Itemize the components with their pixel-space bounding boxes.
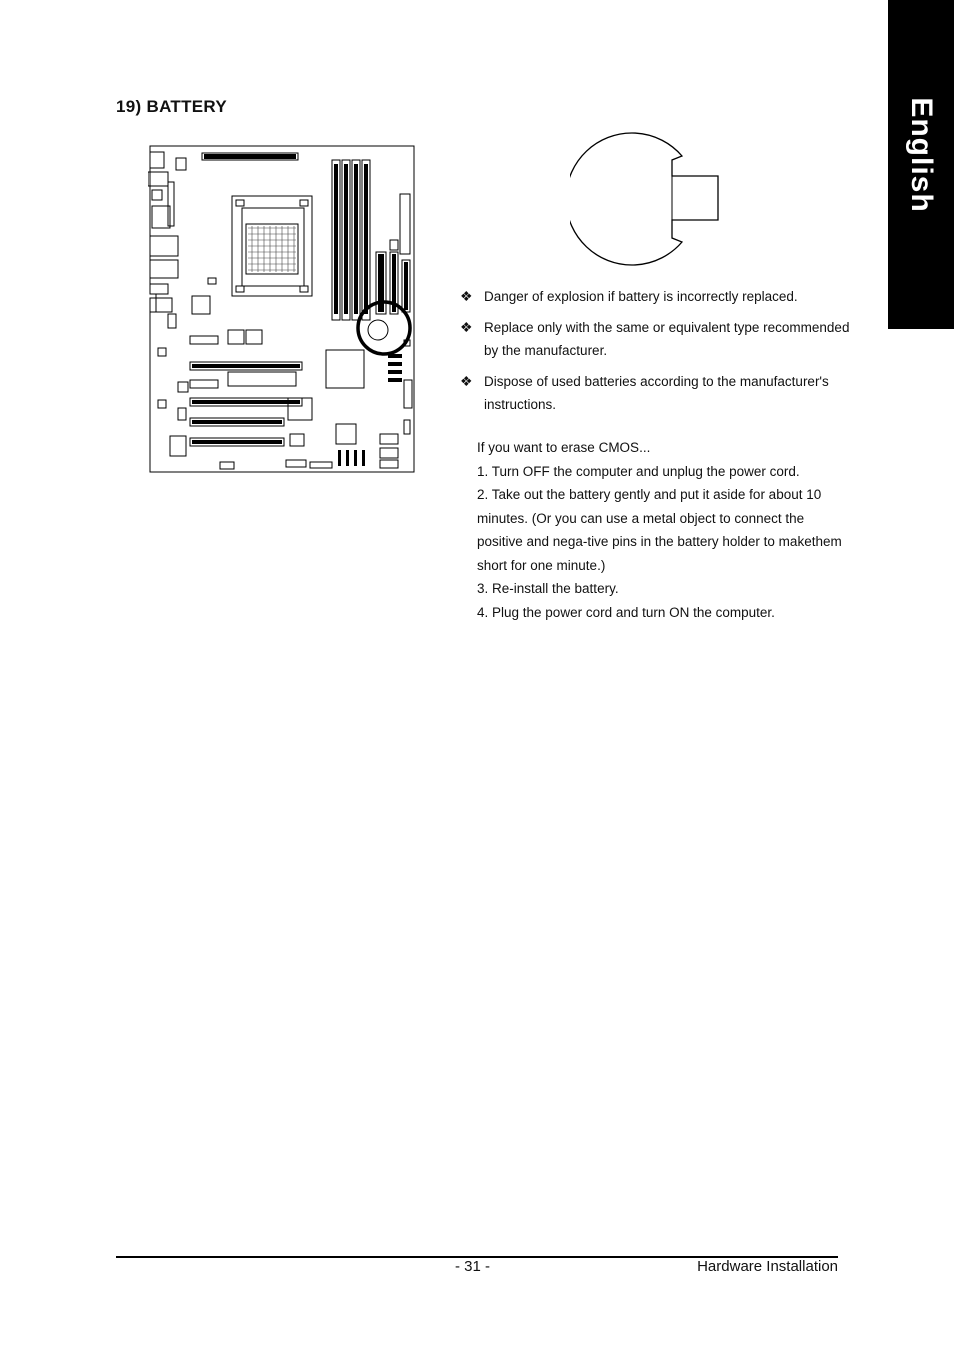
warning-item — [460, 370, 850, 416]
battery-illustration — [570, 130, 722, 270]
cmos-intro: If you want to erase CMOS... — [477, 440, 651, 455]
motherboard-diagram — [148, 144, 418, 476]
four-diamond-bullet-icon: ❖ — [460, 373, 473, 389]
warning-list — [460, 285, 850, 424]
warning-text: Dispose of used batteries according to the manufacturer's instructions. — [484, 374, 829, 412]
warning-text: Replace only with the same or equivalent type recommended by the manufacturer. — [484, 320, 850, 358]
warning-item — [460, 285, 850, 308]
warning-item — [460, 316, 850, 362]
four-diamond-bullet-icon: ❖ — [460, 288, 473, 304]
cmos-step: 4. Plug the power cord and turn ON the computer. — [477, 604, 775, 620]
language-tab — [888, 0, 954, 329]
cmos-step: 2. Take out the battery gently and put it aside for about 10 minutes. (Or you can use a metal object to connect the positive and nega-tive pins in the battery holder to makethem short for one minute.) — [477, 487, 842, 573]
cmos-instructions — [477, 436, 847, 624]
page-number: - 31 - — [455, 1258, 491, 1275]
cmos-step: 3. Re-install the battery. — [477, 581, 619, 596]
language-tab-label: English — [905, 97, 938, 213]
cmos-step: 1. Turn OFF the computer and unplug the power cord. — [477, 463, 800, 479]
footer-section-title: Hardware Installation — [697, 1258, 838, 1275]
section-title: 19) BATTERY — [116, 97, 227, 116]
four-diamond-bullet-icon: ❖ — [460, 319, 473, 335]
warning-text: Danger of explosion if battery is incorrectly replaced. — [484, 289, 798, 304]
